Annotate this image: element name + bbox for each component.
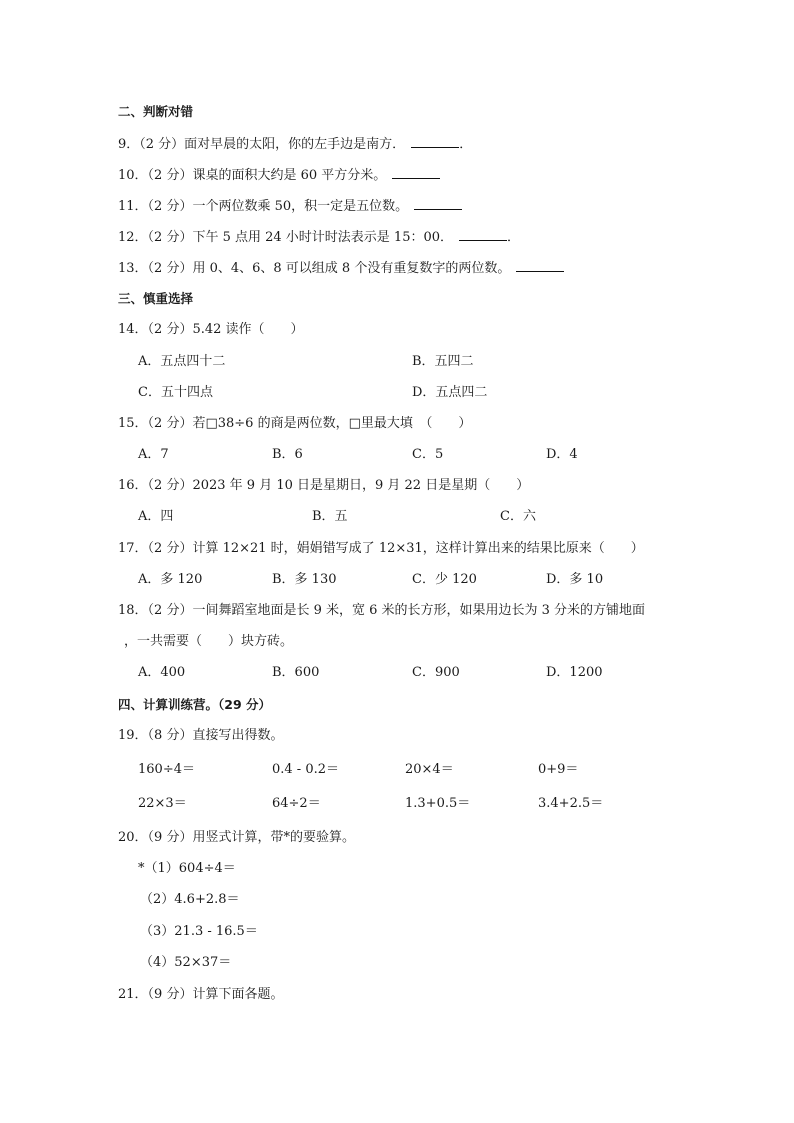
option-d[interactable]: D．4	[546, 447, 578, 462]
question-10	[118, 166, 440, 185]
calc-item: （4）52×37＝	[140, 955, 232, 970]
calc-item: 20×4＝	[405, 762, 454, 777]
question-10-text: 10．（2 分）课桌的面积大约是 60 平方分米。	[118, 168, 387, 183]
calc-item: 3.4+2.5＝	[538, 796, 604, 811]
option-b[interactable]: B．600	[272, 665, 320, 680]
question-12-tail: ．	[507, 230, 521, 245]
option-c[interactable]: C．五十四点	[138, 385, 213, 400]
question-15: 15．（2 分）若□38÷6 的商是两位数，□里最大填 （ ）	[118, 416, 472, 431]
section-heading-choice: 三、慎重选择	[118, 291, 194, 306]
question-18: 18．（2 分）一间舞蹈室地面是长 9 米，宽 6 米的长方形，如果用边长为 3 分米的方铺地面	[118, 603, 646, 618]
question-11	[118, 197, 462, 216]
option-b[interactable]: B．五四二	[412, 354, 474, 369]
option-c[interactable]: C．5	[412, 447, 444, 462]
option-a[interactable]: A．五点四十二	[138, 354, 226, 369]
calc-item: 64÷2＝	[272, 796, 321, 811]
question-13	[118, 259, 564, 278]
question-17: 17．（2 分）计算 12×21 时，娟娟错写成了 12×31，这样计算出来的结果比原来（ ）	[118, 541, 644, 556]
section-heading-calc: 四、计算训练营。（29 分）	[118, 697, 271, 712]
question-21: 21．（9 分）计算下面各题。	[118, 987, 284, 1002]
option-d[interactable]: D．1200	[546, 665, 603, 680]
calc-item: *（1）604÷4＝	[138, 861, 236, 876]
option-c[interactable]: C．六	[500, 509, 536, 524]
question-12	[118, 228, 520, 247]
option-c[interactable]: C．900	[412, 665, 460, 680]
option-b[interactable]: B．五	[312, 509, 348, 524]
option-d[interactable]: D．五点四二	[412, 385, 488, 400]
question-16: 16．（2 分）2023 年 9 月 10 日是星期日，9 月 22 日是星期（ ）	[118, 478, 530, 493]
answer-blank[interactable]	[459, 228, 507, 241]
question-14: 14．（2 分）5.42 读作（ ）	[118, 322, 304, 337]
option-a[interactable]: A．7	[138, 447, 169, 462]
question-9-text: 9．（2 分）面对早晨的太阳，你的左手边是南方．	[118, 137, 406, 152]
calc-item: 160÷4＝	[138, 762, 195, 777]
question-20: 20．（9 分）用竖式计算，带*的要验算。	[118, 830, 355, 845]
answer-blank[interactable]	[414, 197, 462, 210]
calc-item: 22×3＝	[138, 796, 187, 811]
answer-blank[interactable]	[516, 259, 564, 272]
question-18-continued: ，一共需要（ ）块方砖。	[124, 634, 294, 649]
option-a[interactable]: A．四	[138, 509, 174, 524]
option-b[interactable]: B．多 130	[272, 572, 337, 587]
answer-blank[interactable]	[392, 166, 440, 179]
question-9	[118, 135, 472, 154]
option-d[interactable]: D．多 10	[546, 572, 604, 587]
option-a[interactable]: A．多 120	[138, 572, 203, 587]
question-13-text: 13．（2 分）用 0、4、6、8 可以组成 8 个没有重复数字的两位数。	[118, 261, 511, 276]
calc-item: （2）4.6+2.8＝	[140, 892, 240, 907]
question-11-text: 11．（2 分）一个两位数乘 50，积一定是五位数。	[118, 199, 409, 214]
calc-item: 0+9＝	[538, 762, 579, 777]
option-b[interactable]: B．6	[272, 447, 303, 462]
question-9-tail: ．	[459, 137, 473, 152]
calc-item: （3）21.3 - 16.5＝	[140, 924, 258, 939]
question-19: 19．（8 分）直接写出得数。	[118, 728, 284, 743]
option-a[interactable]: A．400	[138, 665, 186, 680]
calc-item: 1.3+0.5＝	[405, 796, 471, 811]
section-heading-judge: 二、判断对错	[118, 104, 194, 119]
question-12-text: 12．（2 分）下午 5 点用 24 小时计时法表示是 15：00．	[118, 230, 454, 245]
option-c[interactable]: C．少 120	[412, 572, 477, 587]
answer-blank[interactable]	[411, 135, 459, 148]
calc-item: 0.4 - 0.2＝	[272, 762, 340, 777]
